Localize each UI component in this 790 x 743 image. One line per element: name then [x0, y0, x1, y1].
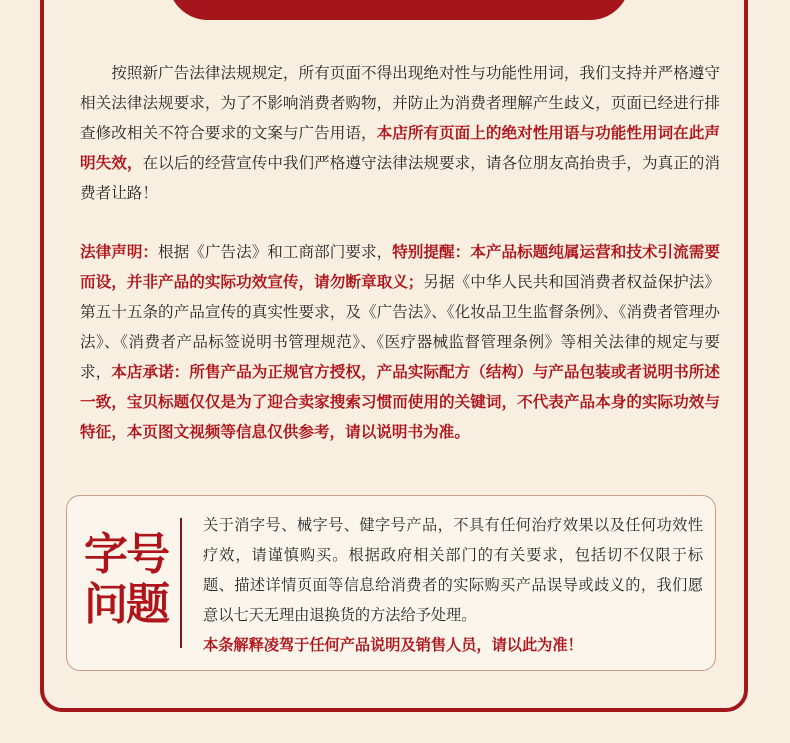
legal-declaration [80, 237, 720, 447]
statement-text-a: 按照新广告法律法规规定，所有页面不得出现绝对性与功能性用词，我们支持并严格遵守相关法律法规要求，为了不影响消费者购物，并防止为消费者理解产生歧义，页面已经进行排查修改相关不符合要求的文案与广告用语， [80, 64, 720, 142]
legal-text-a: 根据《广告法》和工商部门要求， [158, 243, 393, 261]
notice-footer: 本条解释凌驾于任何产品说明及销售人员，请以此为准！ [203, 636, 583, 654]
notice-heading [77, 530, 175, 630]
top-banner-tab [168, 0, 630, 20]
special-reminder: 特别提醒：本产品标题纯属运营和技术引流需要而设，并非产品的实际功效宣传，请勿断章取义； [80, 243, 720, 291]
notice-body [203, 510, 703, 660]
statement-highlight: 本店所有页面上的绝对性用语与功能性用词在此声明失效， [80, 124, 720, 172]
notice-divider [180, 518, 182, 648]
statement-text-b: 在以后的经营宣传中我们严格遵守法律法规要求，请各位朋友高抬贵手，为真正的消费者让路！ [80, 154, 720, 202]
notice-heading-line2: 问题 [84, 579, 168, 630]
notice-heading-line1: 字号 [84, 529, 168, 580]
advertising-law-statement [80, 58, 720, 208]
notice-text: 关于消字号、械字号、健字号产品，不具有任何治疗效果以及任何功效性疗效，请谨慎购买。根据政府相关部门的有关要求，包括切不仅限于标题、描述详情页面等信息给消费者的实际购买产品误导或歧义的，我们愿意以七天无理由退换货的方法给予处理。 [203, 516, 703, 624]
registration-number-notice [66, 495, 716, 671]
legal-declaration-label: 法律声明： [80, 243, 159, 261]
legal-text-b: 另据《中华人民共和国消费者权益保护法》第五十五条的产品宣传的真实性要求，及《广告法》、《化妆品卫生监督条例》、《消费者管理办法》、《消费者产品标签说明书管理规范》、《医疗器械监督管理条例》等相关法律的规定与要求， [80, 273, 720, 381]
store-promise: 本店承诺：所售产品为正规官方授权，产品实际配方（结构）与产品包装或者说明书所述一致，宝贝标题仅仅是为了迎合卖家搜索习惯而使用的关键词，不代表产品本身的实际功效与特征，本页图文视频等信息仅供参考，请以说明书为准。 [80, 363, 720, 441]
